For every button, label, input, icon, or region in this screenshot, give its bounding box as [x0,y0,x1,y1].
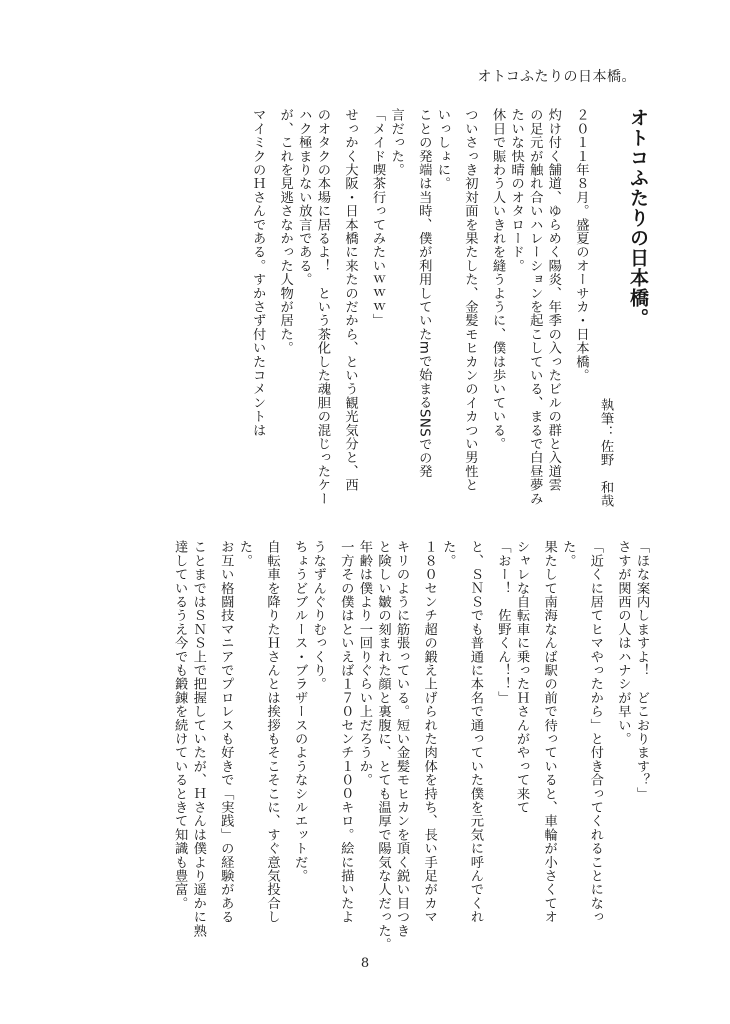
running-header: オトコふたりの日本橋。 [477,69,636,85]
article-byline: 執筆：佐野 和哉 [598,398,613,508]
text-line: た。 [440,540,456,568]
text-line: 言だった。 [388,108,404,177]
text-line: と険しい皺の刻まれた顔と裏腹に、とても温厚で陽気な人だった。 [375,540,391,951]
article-title: オトコふたりの日本橋。 [627,108,649,328]
text-line: た。 [560,540,576,568]
text-line: のオタクの本場に居るよ！ という茶化した魂胆の混じったケー [314,108,330,506]
text-line: が、これを見逃さなかった人物が居た。 [277,108,293,355]
text-line: ハク極まりない放言である。 [296,108,312,287]
article-top-block [239,108,651,528]
text-line: ことまではＳＮＳ上で把握していたが、Ｈさんは僕より遥かに熟 [190,540,206,938]
text-line: 一方その僕はといえば１７０センチ１００キロ。絵に描いたよ [338,540,354,924]
text-line: 年齢は僕より一回りぐらい上だろうか。 [356,540,372,787]
text-line: せっかく大阪・日本橋に来たのだから、という観光気分と、西 [342,108,358,492]
text-line: 果たして南海なんば駅の前で待っていると、車輪が小さくてオ [541,540,557,924]
article-bottom-block [170,540,650,951]
text-line: ことの発端は当時、僕が利用していたmで始まるSNSでの発 [416,108,432,479]
text-line: 自転車を降りたＨさんとは挨拶もそこそこに、すぐ意気投合し [264,540,280,924]
text-line: さすが関西の人はハナシが早い。 [615,540,631,746]
text-line: ２０１１年８月。盛夏のオーサカ・日本橋。 [573,108,589,382]
text-line: 灼け付く舗道、ゆらめく陽炎、年季の入ったビルの群と入道雲 [545,108,561,492]
text-line: 達しているうえ今でも鍛錬を続けているときて知識も豊富。 [172,540,188,910]
text-line: と、ＳＮＳでも普通に本名で通っていた僕を元気に呼んでくれ [467,540,483,924]
text-line: たいな快晴のオタロード。 [508,108,524,273]
text-line: 「近くに居てヒマやったから」と付き合ってくれることになっ [587,540,603,924]
text-line: ちょうどブルース・ブラザースのようなシルエットだ。 [292,540,308,883]
text-line: １８０センチ超の鍛え上げられた肉体を持ち、長い手足がカマ [421,540,437,924]
text-line: マイミクのＨさんである。すかさず付いたコメントは [250,108,266,437]
text-line: 「メイド喫茶行ってみたいｗｗｗ」 [370,108,386,328]
text-line: シャレな自転車に乗ったＨさんがやって来て [514,540,530,814]
text-line: いっしょに。 [434,108,450,191]
text-line: ついさっき初対面を果たした、金髪モヒカンのイカつい男性と [462,108,478,492]
page-number: 8 [360,956,370,971]
text-line: の足元が触れ合いハレーションを起こしている、まるで白昼夢み [527,108,543,506]
text-line: 休日で賑わう人いきれを縫うように、僕は歩いている。 [490,108,506,451]
text-line: 「おー！ 佐野くん！！」 [495,540,511,705]
text-line: キリのように筋張っている。短い金髪モヒカンを頂く鋭い目つき [394,540,410,938]
text-line: お互い格闘技マニアでプロレスも好きで「実践」の経験がある [218,540,234,924]
text-line: た。 [236,540,252,568]
text-line: うなずんぐりむっくり。 [310,540,326,691]
text-line: 「ほな案内しますよ！ どこおります？」 [634,540,649,801]
